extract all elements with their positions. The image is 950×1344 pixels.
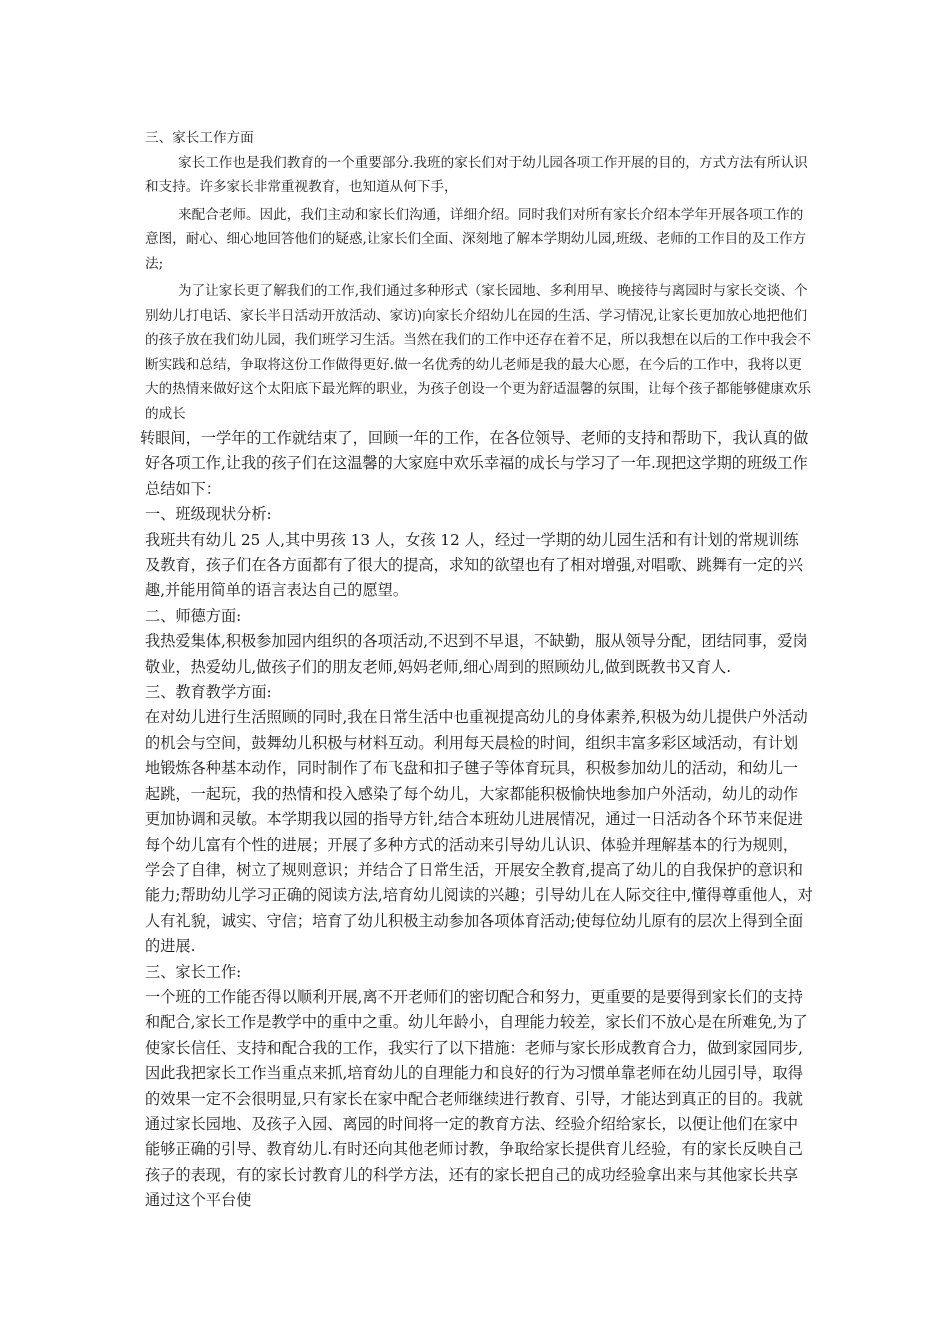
heading-education-teaching: 三、教育教学方面: — [145, 683, 272, 702]
paragraph: 我热爱集体,积极参加园内组织的各项活动,不迟到不早退，不缺勤，服从领导分配，团结同事，爱岗敬业，热爱幼儿,做孩子们的朋友老师,妈妈老师,细心周到的照顾幼儿,做到既教书又育人. — [145, 632, 808, 676]
summary-intro: 转眼间，一学年的工作就结束了，回顾一年的工作，在各位领导、老师的支持和帮助下，我认真的做好各项工作,让我的孩子们在这温馨的大家庭中欢乐幸福的成长与学习了一年.现把这学期的班级工作总结如下： — [140, 429, 809, 498]
heading-teacher-ethics: 二、师德方面: — [145, 606, 242, 625]
paragraph: 家长工作也是我们教育的一个重要部分.我班的家长们对于幼儿园各项工作开展的目的，方式方法有所认识和支持。许多家长非常重视教育，也知道从何下手， — [145, 154, 808, 195]
heading-class-status: 一、班级现状分析: — [145, 505, 272, 524]
paragraph: 我班共有幼儿 25 人,其中男孩 13 人，女孩 12 人，经过一学期的幼儿园生活和有计划的常规训练及教育，孩子们在各方面都有了很大的提高，求知的欲望也有了相对增强,对唱歌、跳舞有一定的兴趣,并能用简单的语言表达自己的愿望。 — [145, 530, 803, 600]
paragraph: 在对幼儿进行生活照顾的同时,我在日常生活中也重视提高幼儿的身体素养,积极为幼儿提供户外活动的机会与空间，鼓舞幼儿积极与材料互动。利用每天晨检的时间，组织丰富多彩区域活动，有计划地锻炼各种基本动作，同时制作了布飞盘和扣子毽子等体育玩具，积极参加幼儿的活动，和幼儿一起跳，一起玩，我的热情和投入感染了每个幼儿，大家都能积极愉快地参加户外活动，幼儿的动作更加协调和灵敏。本学期我以园的指导方针,结合本班幼儿进展情况，通过一日活动各个环节来促进每个幼儿富有个性的进展；开展了多种方式的活动来引导幼儿认识、体验并理解基本的行为规则，学会了自律，树立了规则意识；并结合了日常生活，开展安全教育,提高了幼儿的自我保护的意识和能力;帮助幼儿学习正确的阅读方法,培育幼儿阅读的兴趣；引导幼儿在人际交往中,懂得尊重他人，对人有礼貌，诚实、守信；培育了幼儿积极主动参加各项体育活动;使每位幼儿原有的层次上得到全面的进展. — [145, 708, 813, 956]
paragraph: 为了让家长更了解我们的工作,我们通过多种形式（家长园地、多利用早、晚接待与离园时与家长交谈、个别幼儿打电话、家长半日活动开放活动、家访)向家长介绍幼儿在园的生活、学习情况,让家长更加放心地把他们的孩子放在我们幼儿园，我们班学习生活。当然在我们的工作中还存在着不足，所以我想在以后的工作中我会不断实践和总结，争取将这份工作做得更好.做一名优秀的幼儿老师是我的最大心愿，在今后的工作中，我将以更大的热情来做好这个太阳底下最光辉的职业，为孩子创设一个更为舒适温馨的氛围，让每个孩子都能够健康欢乐的成长 — [145, 283, 812, 422]
paragraph: 一个班的工作能否得以顺利开展,离不开老师们的密切配合和努力，更重要的是要得到家长们的支持和配合,家长工作是教学中的重中之重。幼儿年龄小，自理能力较差，家长们不放心是在所难免,为了使家长信任、支持和配合我的工作，我实行了以下措施：老师与家长形成教育合力，做到家园同步,因此我把家长工作当重点来抓,培育幼儿的自理能力和良好的行为习惯单靠老师在幼儿园引导，取得的效果一定不会很明显,只有家长在家中配合老师继续进行教育、引导，才能达到真正的目的。我就通过家长园地、及孩子入园、离园的时间将一定的教育方法、经验介绍给家长，以便让他们在家中能够正确的引导、教育幼儿.有时还向其他老师讨教，争取给家长提供育儿经验，有的家长反映自己孩子的表现，有的家长讨教育儿的科学方法，还有的家长把自己的成功经验拿出来与其他家长共享通过这个平台使 — [145, 987, 808, 1210]
paragraph: 来配合老师。因此，我们主动和家长们沟通，详细介绍。同时我们对所有家长介绍本学年开展各项工作的意图，耐心、细心地回答他们的疑惑,让家长们全面、深刻地了解本学期幼儿园,班级、老师的工作目的及工作方法; — [145, 206, 807, 272]
parent-work-section — [145, 126, 813, 426]
class-work-summary — [140, 426, 813, 1214]
section-heading-parent-work: 三、家长工作方面 — [145, 130, 254, 146]
document-page — [140, 126, 813, 1214]
heading-parent-work: 三、家长工作: — [145, 962, 242, 981]
